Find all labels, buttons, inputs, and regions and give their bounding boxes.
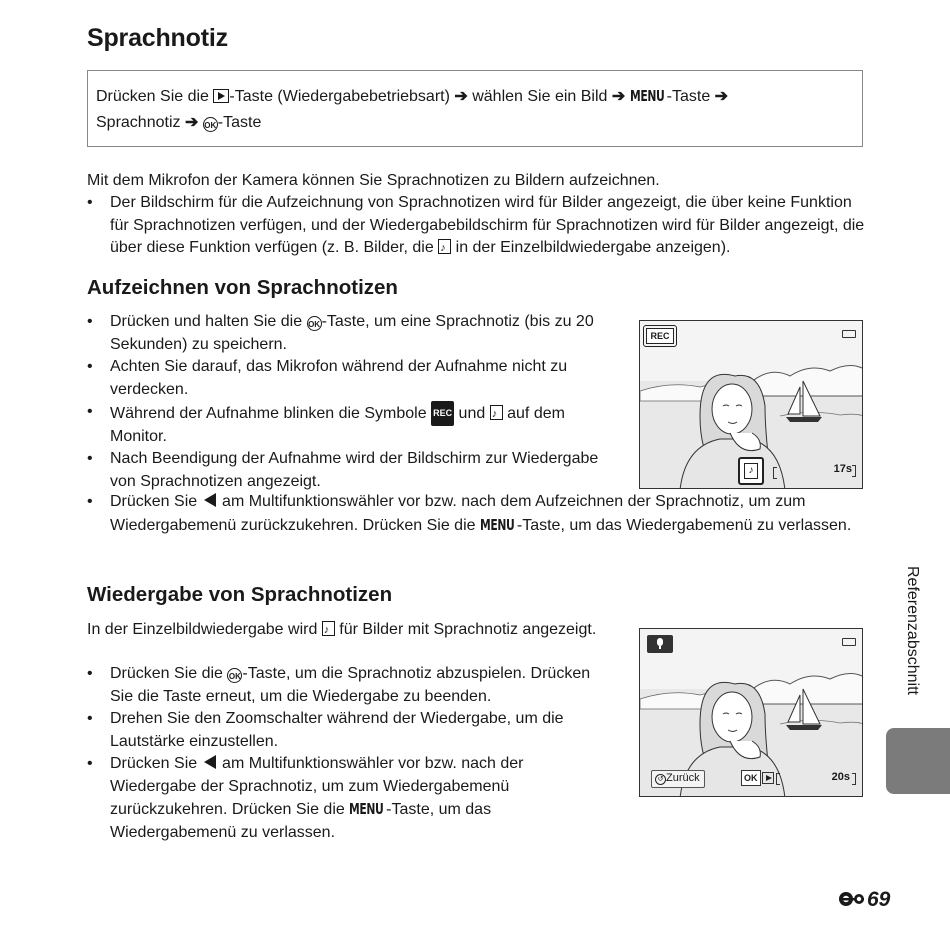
playback-list [87,663,612,844]
left-arrow-icon [204,755,216,769]
ok-play-hint [741,770,774,786]
list-item-text: -Taste, um die Sprachnotiz abzuspielen. Drücken Sie die Taste erneut, um die Wiedergabe zu beenden. [110,665,591,705]
list-item-text: Drücken Sie [110,755,202,772]
section-heading-record: Aufzeichnen von Sprachnotizen [87,276,398,299]
list-item-text: -Taste, um eine Sprachnotiz (bis zu 20 Sekunden) zu speichern. [110,313,594,353]
microphone-icon [647,635,673,653]
ok-label: OK [741,770,761,786]
list-item-text: Drehen Sie den Zoomschalter während der Wiedergabe, um die Lautstärke einzustellen. [110,710,564,750]
list-item [87,708,612,753]
list-item-text: in der Einzelbildwiedergabe anzeigen). [451,239,731,256]
section-heading-playback: Wiedergabe von Sprachnotizen [87,583,393,606]
voice-memo-icon: ♪ [738,457,764,485]
voice-memo-icon [438,239,451,254]
menu-button-icon: MENU [629,87,665,105]
back-button[interactable] [651,770,705,788]
arrow-icon: ➔ [714,88,729,105]
list-item [87,491,867,537]
list-item-text: -Taste, um das Wiedergabemenü zu verlassen. [110,801,492,841]
arrow-icon: ➔ [454,88,468,105]
playback-intro [87,619,612,642]
nav-text: Drücken Sie die [96,88,214,105]
list-item [87,753,612,844]
list-item-text: -Taste, um das Wiedergabemenü zu verlassen. [516,516,852,534]
page-number-text: 69 [867,888,891,911]
progress-bracket [852,465,856,477]
left-arrow-icon [204,493,216,507]
arrow-icon: ➔ [184,114,199,131]
rec-label: REC [646,328,674,344]
battery-icon [842,638,856,646]
time-remaining: 17s [833,463,852,475]
nav-text: -Taste [666,88,715,105]
list-item-text: und [454,405,490,422]
rec-icon: REC [431,401,454,426]
list-item [87,663,612,708]
arrow-icon: ➔ [611,88,626,105]
rotate-icon: ↺ [655,774,666,785]
intro-paragraph: Mit dem Mikrofon der Kamera können Sie Sprachnotizen zu Bildern aufzeichnen. [87,172,660,189]
list-item [87,311,612,356]
record-list-last [87,491,867,537]
ok-button-icon: OK [307,316,322,331]
progress-bracket [776,773,780,785]
playback-button-icon [213,89,229,103]
camera-screen-recording [639,320,863,489]
section-tab [886,728,950,794]
list-item-text: am Multifunktionswähler vor bzw. nach dem Aufzeichnen der Sprachnotiz, um zum Wiedergabemenü zurückzukehren. Drücken Sie die [110,493,806,534]
list-item [87,401,612,448]
paragraph-text: In der Einzelbildwiedergabe wird [87,621,322,638]
rec-indicator [643,325,677,347]
menu-button-icon: MENU [349,800,384,818]
nav-text: -Taste (Wiedergabebetriebsart) [229,88,455,105]
progress-bracket [852,773,856,785]
record-list [87,311,612,493]
voice-memo-icon [322,621,335,636]
list-item-text: am Multifunktionswähler vor bzw. nach der Wiedergabe der Sprachnotiz, um zum Wiedergabemenü zurückzukehren. Drücken Sie die [110,755,524,818]
list-item-text: Während der Aufnahme blinken die Symbole [110,405,432,422]
nav-text: -Taste [217,114,262,131]
nav-text: wählen Sie ein Bild [467,88,612,105]
list-item-text: Achten Sie darauf, das Mikrofon während der Aufnahme nicht zu verdecken. [110,358,568,398]
camera-screen-playback [639,628,863,797]
reference-section-icon [838,889,865,905]
list-item-text: Drücken Sie [110,493,202,510]
ok-button-icon: OK [227,668,242,683]
paragraph-text: für Bilder mit Sprachnotiz angezeigt. [334,621,597,638]
navigation-path-box [87,70,863,147]
list-item [87,448,612,493]
list-item-text: Drücken und halten Sie die [110,313,307,330]
ok-button-icon: OK [203,117,218,132]
nav-text: Sprachnotiz [96,114,185,131]
progress-bracket [773,467,777,479]
list-item [87,192,867,260]
list-item-text: auf dem Monitor. [110,405,565,445]
page-title: Sprachnotiz [87,24,228,52]
page-number [838,888,890,912]
time-total: 20s [831,771,850,783]
list-item-text: Der Bildschirm für die Aufzeichnung von Sprachnotizen wird für Bilder angezeigt, die über keine Funktion für Sprachnotizen verfügen, und der Wiedergabebildschirm für Sprachnotizen wird für Bilder angezeigt, die über diese Funktion verfügen (z. B. Bilder, die [110,194,865,256]
intro-list [87,192,867,260]
back-label: Zurück [666,772,700,784]
section-label: Referenzabschnitt [904,566,921,695]
voice-memo-icon [490,405,503,420]
list-item-text: Nach Beendigung der Aufnahme wird der Bildschirm zur Wiedergabe von Sprachnotizen angezeigt. [110,450,599,490]
battery-icon [842,330,856,338]
play-icon [762,772,774,784]
list-item-text: Drücken Sie die [110,665,228,682]
list-item [87,356,612,401]
menu-button-icon: MENU [479,515,515,534]
